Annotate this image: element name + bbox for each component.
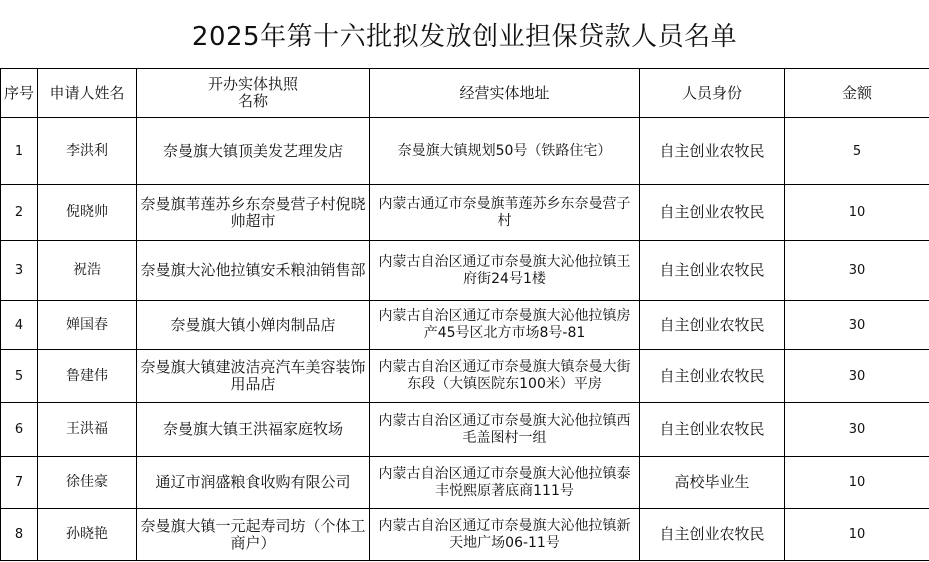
cell-name: 徐佳豪	[38, 457, 137, 509]
cell-address: 内蒙古自治区通辽市奈曼旗大沁他拉镇泰丰悦熙原著底商111号	[370, 457, 640, 509]
cell-no: 8	[1, 509, 38, 561]
cell-amount: 10	[785, 509, 929, 561]
cell-amount: 30	[785, 350, 929, 403]
applicant-table	[0, 68, 929, 561]
cell-name: 祝浩	[38, 241, 137, 301]
cell-no: 5	[1, 350, 38, 403]
cell-license: 奈曼旗大镇建波洁亮汽车美容装饰用品店	[137, 350, 370, 403]
cell-identity: 自主创业农牧民	[640, 241, 785, 301]
cell-no: 1	[1, 118, 38, 185]
table-row	[1, 350, 929, 403]
cell-license: 奈曼旗大镇小婵肉制品店	[137, 301, 370, 350]
cell-amount: 30	[785, 241, 929, 301]
table-row	[1, 241, 929, 301]
cell-name: 孙晓艳	[38, 509, 137, 561]
cell-name: 婵国春	[38, 301, 137, 350]
cell-address: 内蒙古自治区通辽市奈曼旗大沁他拉镇新天地广场06-11号	[370, 509, 640, 561]
header-identity: 人员身份	[640, 69, 785, 118]
table-row	[1, 509, 929, 561]
table-row	[1, 118, 929, 185]
cell-license: 奈曼旗大沁他拉镇安禾粮油销售部	[137, 241, 370, 301]
header-amount: 金额	[785, 69, 929, 118]
cell-amount: 30	[785, 301, 929, 350]
cell-identity: 自主创业农牧民	[640, 403, 785, 457]
cell-address: 内蒙古通辽市奈曼旗苇莲苏乡东奈曼营子村	[370, 185, 640, 241]
header-name: 申请人姓名	[38, 69, 137, 118]
header-license: 开办实体执照 名称	[137, 69, 370, 118]
header-row	[1, 69, 929, 118]
cell-name: 李洪利	[38, 118, 137, 185]
cell-address: 内蒙古自治区通辽市奈曼旗大沁他拉镇王府街24号1楼	[370, 241, 640, 301]
cell-address: 奈曼旗大镇规划50号（铁路住宅）	[370, 118, 640, 185]
cell-no: 3	[1, 241, 38, 301]
cell-identity: 高校毕业生	[640, 457, 785, 509]
table-row	[1, 185, 929, 241]
cell-amount: 30	[785, 403, 929, 457]
cell-license: 奈曼旗大镇王洪福家庭牧场	[137, 403, 370, 457]
cell-identity: 自主创业农牧民	[640, 118, 785, 185]
cell-amount: 10	[785, 185, 929, 241]
cell-license: 奈曼旗大镇顶美发艺理发店	[137, 118, 370, 185]
cell-amount: 5	[785, 118, 929, 185]
table-row	[1, 301, 929, 350]
cell-address: 内蒙古自治区通辽市奈曼旗大沁他拉镇房产45号区北方市场8号-81	[370, 301, 640, 350]
cell-identity: 自主创业农牧民	[640, 185, 785, 241]
cell-identity: 自主创业农牧民	[640, 301, 785, 350]
page-title: 2025年第十六批拟发放创业担保贷款人员名单	[191, 21, 738, 52]
cell-no: 4	[1, 301, 38, 350]
header-address: 经营实体地址	[370, 69, 640, 118]
table-row	[1, 457, 929, 509]
cell-license: 通辽市润盛粮食收购有限公司	[137, 457, 370, 509]
cell-name: 倪晓帅	[38, 185, 137, 241]
cell-amount: 10	[785, 457, 929, 509]
cell-license: 奈曼旗苇莲苏乡东奈曼营子村倪晓帅超市	[137, 185, 370, 241]
cell-name: 鲁建伟	[38, 350, 137, 403]
cell-license: 奈曼旗大镇一元起寿司坊（个体工商户）	[137, 509, 370, 561]
cell-name: 王洪福	[38, 403, 137, 457]
cell-no: 2	[1, 185, 38, 241]
table-row	[1, 403, 929, 457]
cell-identity: 自主创业农牧民	[640, 350, 785, 403]
header-no: 序号	[1, 69, 38, 118]
cell-address: 内蒙古自治区通辽市奈曼旗大沁他拉镇西毛盖图村一组	[370, 403, 640, 457]
cell-no: 6	[1, 403, 38, 457]
cell-no: 7	[1, 457, 38, 509]
cell-identity: 自主创业农牧民	[640, 509, 785, 561]
cell-address: 内蒙古自治区通辽市奈曼旗大镇奈曼大街东段（大镇医院东100米）平房	[370, 350, 640, 403]
